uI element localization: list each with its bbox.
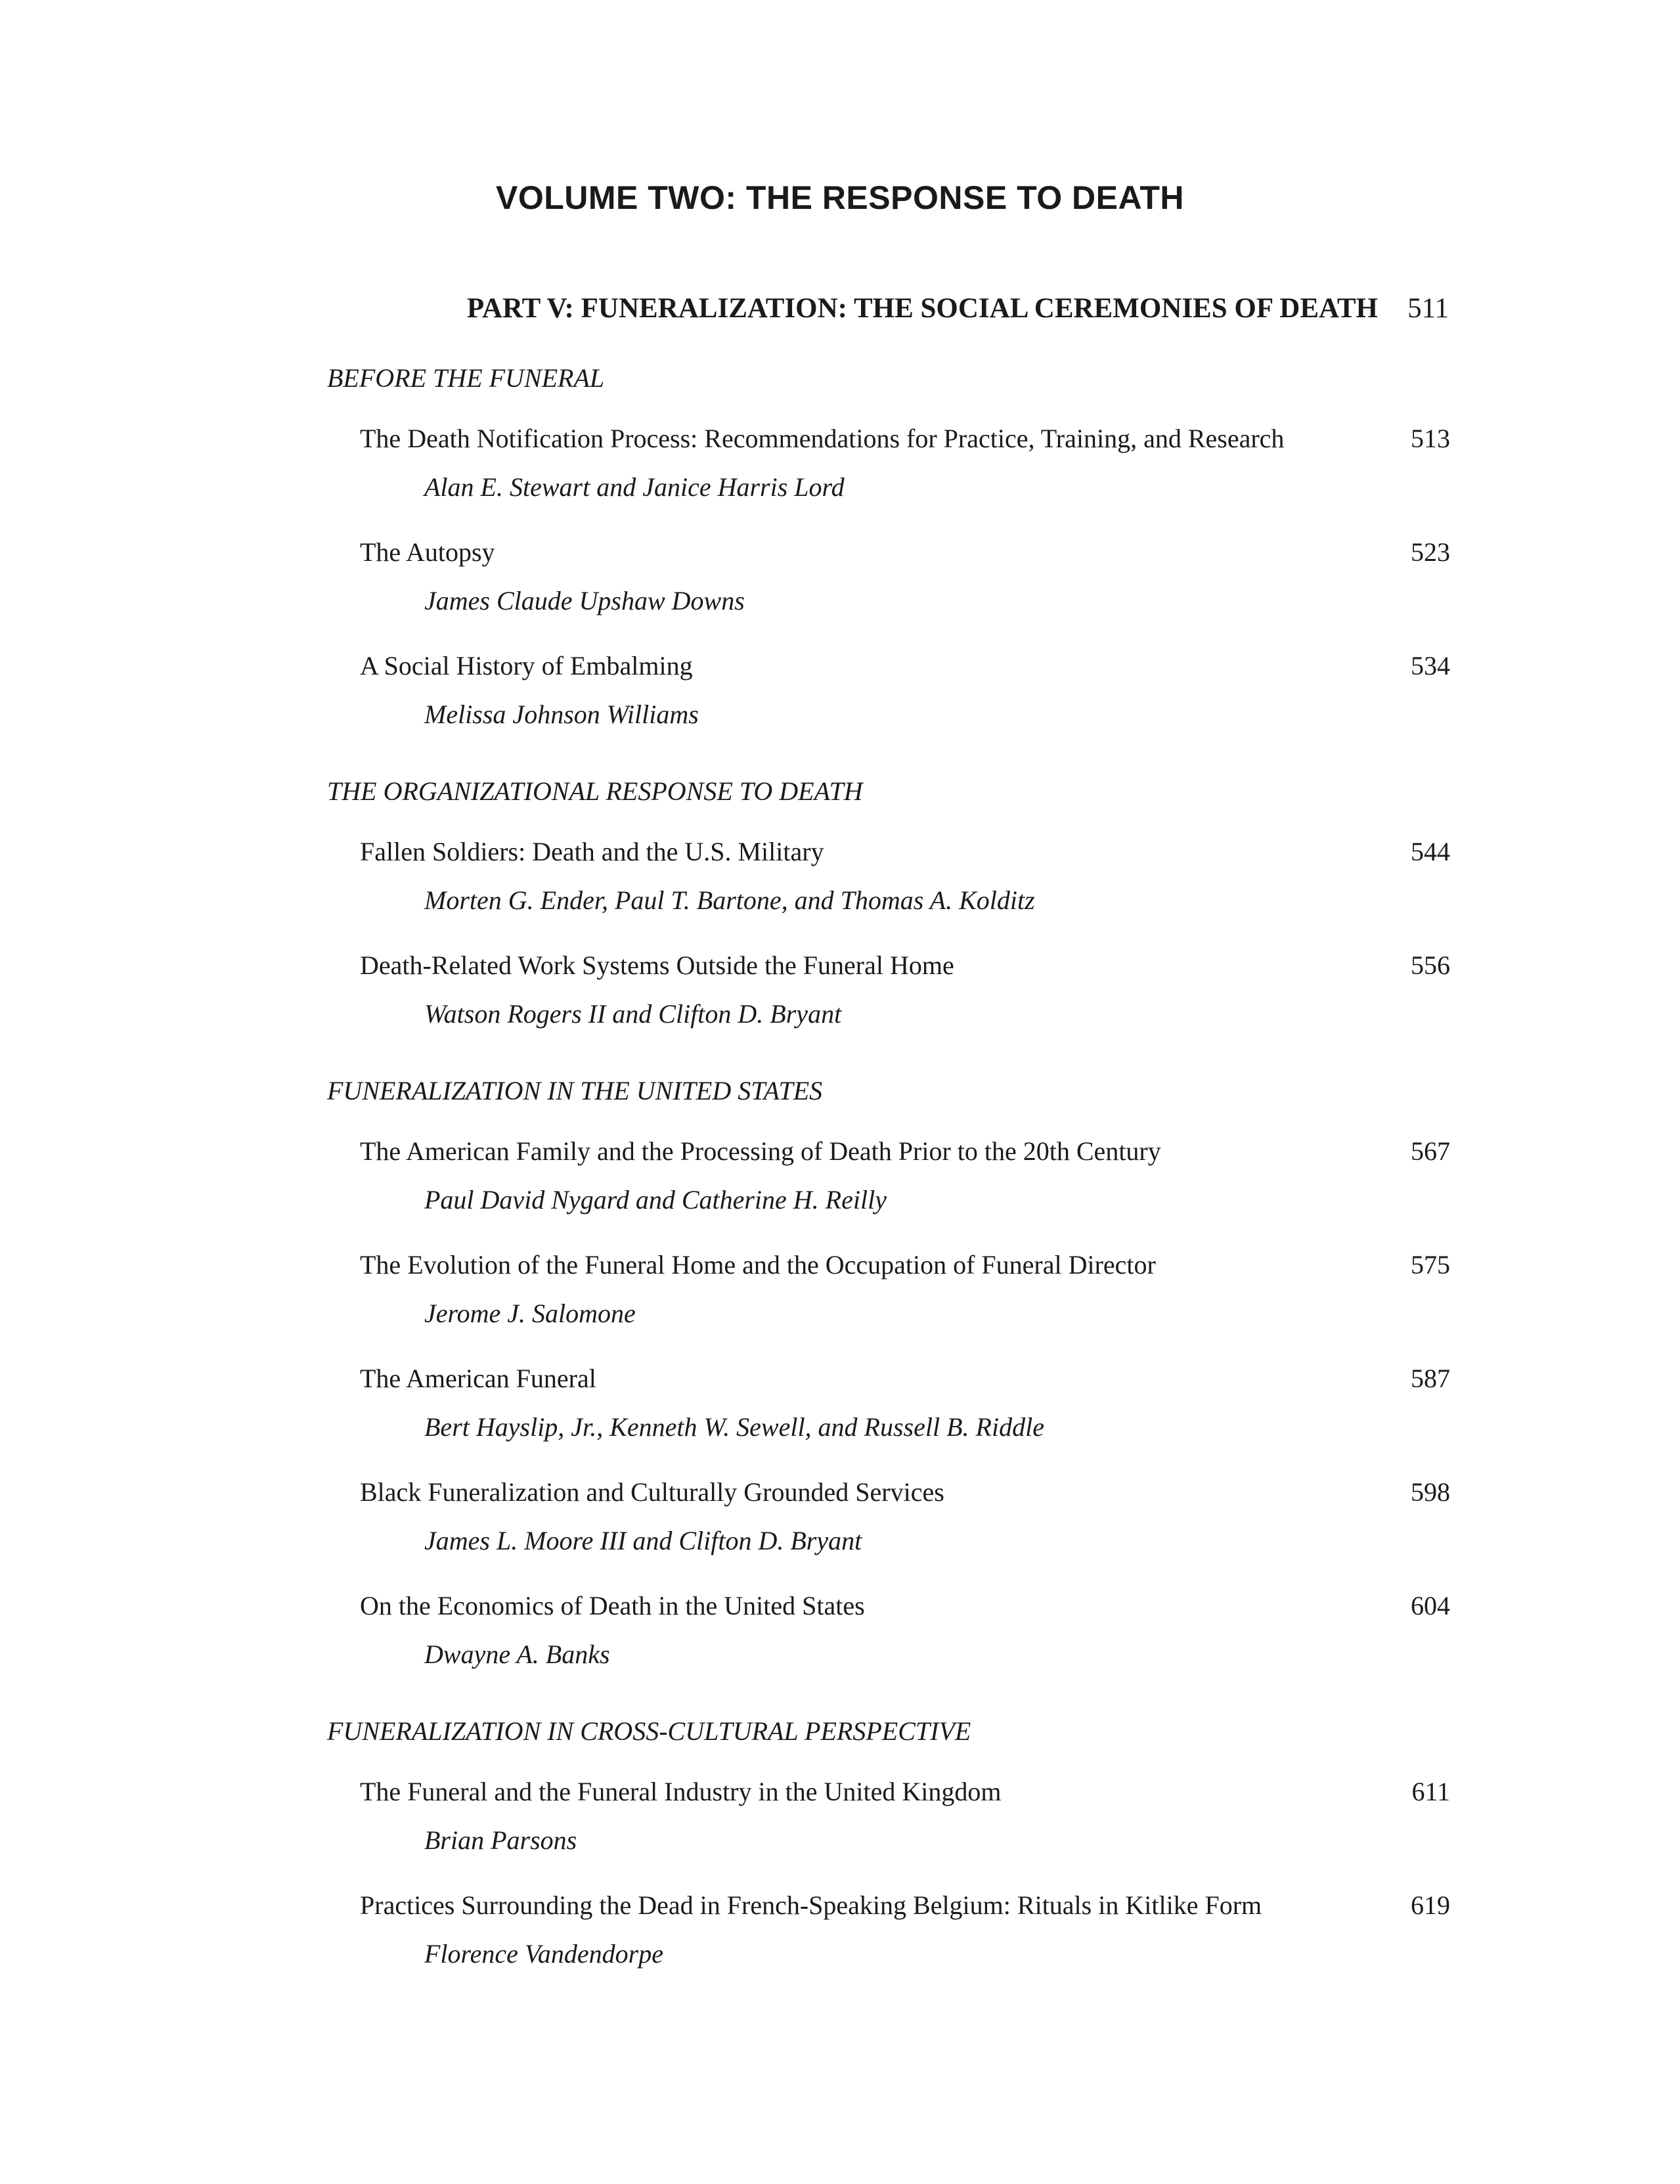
- chapter-author: Brian Parsons: [424, 1825, 577, 1855]
- section-title: THE ORGANIZATIONAL RESPONSE TO DEATH: [327, 776, 863, 806]
- toc-entry[interactable]: [0, 1887, 1680, 1984]
- toc-section: [0, 1073, 1680, 1684]
- chapter-title: On the Economics of Death in the United States: [360, 1591, 865, 1620]
- section-title: FUNERALIZATION IN CROSS-CULTURAL PERSPECTIVE: [327, 1716, 971, 1746]
- volume-title: VOLUME TWO: THE RESPONSE TO DEATH: [495, 179, 1185, 216]
- chapter-page-number: 587: [1411, 1364, 1450, 1393]
- part-title: PART V: FUNERALIZATION: THE SOCIAL CEREMONIES OF DEATH: [466, 293, 1378, 324]
- chapter-author: Paul David Nygard and Catherine H. Reilly: [424, 1185, 887, 1215]
- toc-section: [0, 360, 1680, 744]
- toc-entry[interactable]: [0, 1474, 1680, 1571]
- chapter-page-number: 619: [1411, 1890, 1450, 1920]
- toc-entry[interactable]: [0, 1773, 1680, 1870]
- part-heading: [0, 292, 1680, 332]
- chapter-title: Fallen Soldiers: Death and the U.S. Military: [360, 837, 824, 866]
- toc-entry[interactable]: [0, 1133, 1680, 1230]
- toc-section: [0, 1713, 1680, 1984]
- chapter-title: The Death Notification Process: Recommendations for Practice, Training, and Research: [360, 424, 1285, 453]
- chapter-page-number: 523: [1411, 537, 1450, 567]
- chapter-author: Watson Rogers II and Clifton D. Bryant: [424, 999, 842, 1029]
- toc-entry[interactable]: [0, 648, 1680, 744]
- chapter-page-number: 567: [1411, 1136, 1450, 1166]
- chapter-author: Morten G. Ender, Paul T. Bartone, and Thomas A. Kolditz: [424, 885, 1035, 915]
- section-title: FUNERALIZATION IN THE UNITED STATES: [327, 1076, 823, 1105]
- part-page-number: 511: [1407, 293, 1449, 324]
- chapter-author: James Claude Upshaw Downs: [424, 586, 745, 615]
- chapter-title: The Autopsy: [360, 537, 495, 567]
- chapter-title: The Funeral and the Funeral Industry in the United Kingdom: [360, 1777, 1002, 1806]
- toc-entry[interactable]: [0, 534, 1680, 631]
- toc-entry[interactable]: [0, 947, 1680, 1044]
- chapter-page-number: 544: [1411, 837, 1450, 866]
- chapter-page-number: 598: [1411, 1477, 1450, 1507]
- chapter-title: The American Funeral: [360, 1364, 596, 1393]
- toc-entry[interactable]: [0, 1588, 1680, 1684]
- chapter-author: Alan E. Stewart and Janice Harris Lord: [424, 472, 845, 502]
- chapter-author: Melissa Johnson Williams: [424, 700, 699, 729]
- toc-entry[interactable]: [0, 1247, 1680, 1343]
- toc-entry[interactable]: [0, 1360, 1680, 1457]
- chapter-page-number: 575: [1411, 1250, 1450, 1280]
- chapter-page-number: 513: [1411, 424, 1450, 453]
- chapter-title: The American Family and the Processing of Death Prior to the 20th Century: [360, 1136, 1161, 1166]
- chapter-page-number: 604: [1411, 1591, 1450, 1620]
- chapter-author: Jerome J. Salomone: [424, 1299, 636, 1328]
- chapter-page-number: 556: [1411, 950, 1450, 980]
- toc-entry[interactable]: [0, 834, 1680, 930]
- table-of-contents: [0, 360, 1680, 1984]
- chapter-title: Black Funeralization and Culturally Grounded Services: [360, 1477, 944, 1507]
- chapter-author: Bert Hayslip, Jr., Kenneth W. Sewell, and Russell B. Riddle: [424, 1412, 1044, 1442]
- chapter-author: Dwayne A. Banks: [424, 1639, 610, 1669]
- chapter-title: Death-Related Work Systems Outside the Funeral Home: [360, 950, 954, 980]
- chapter-page-number: 611: [1411, 1777, 1450, 1806]
- chapter-author: James L. Moore III and Clifton D. Bryant: [424, 1526, 862, 1555]
- chapter-page-number: 534: [1411, 651, 1450, 680]
- section-title: BEFORE THE FUNERAL: [327, 363, 605, 393]
- chapter-title: Practices Surrounding the Dead in French-Speaking Belgium: Rituals in Kitlike Form: [360, 1890, 1262, 1920]
- toc-entry[interactable]: [0, 420, 1680, 517]
- chapter-author: Florence Vandendorpe: [424, 1939, 663, 1969]
- chapter-title: A Social History of Embalming: [360, 651, 693, 680]
- chapter-title: The Evolution of the Funeral Home and the Occupation of Funeral Director: [360, 1250, 1156, 1280]
- toc-section: [0, 773, 1680, 1044]
